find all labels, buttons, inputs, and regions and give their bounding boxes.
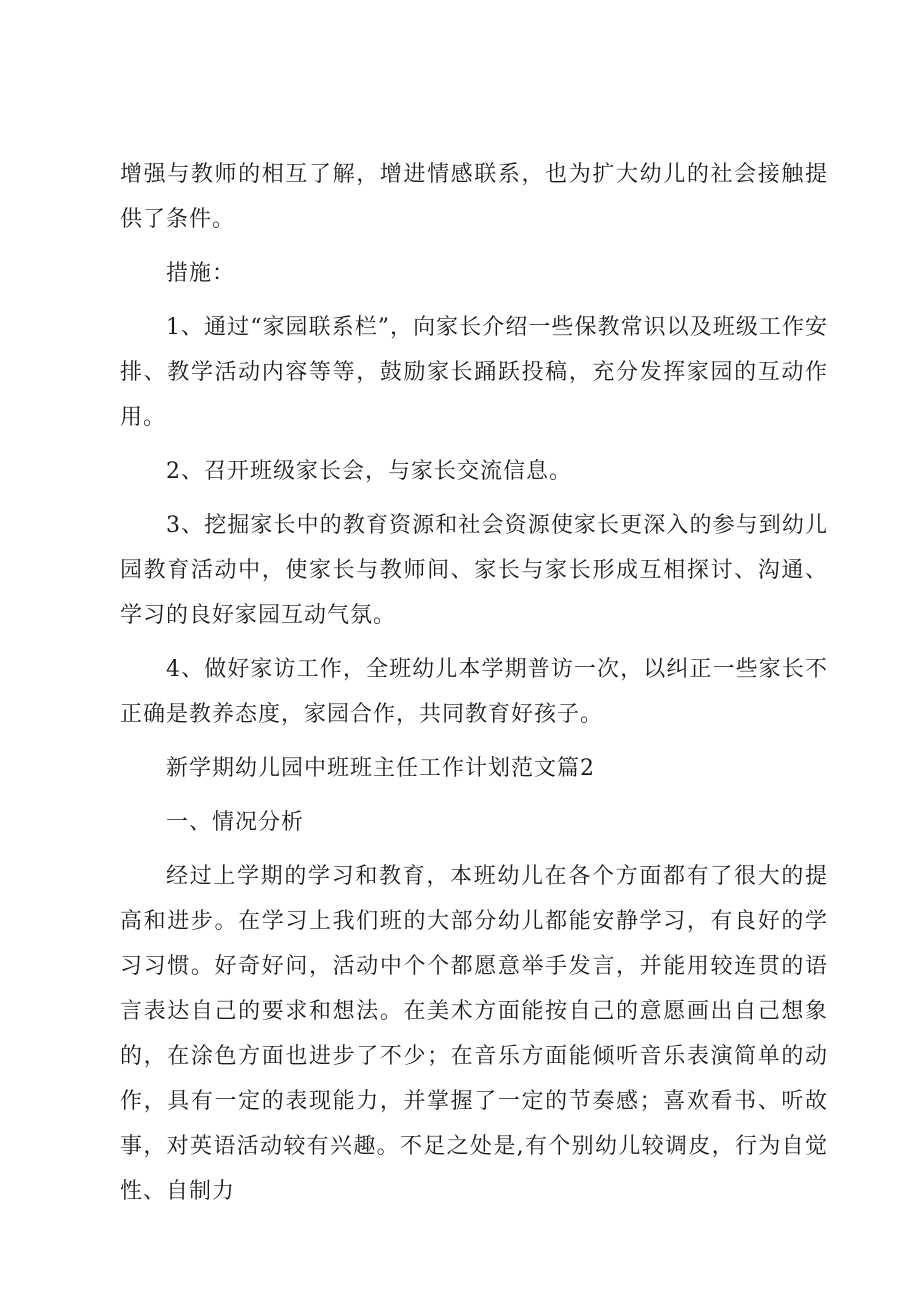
section-heading: 一、情况分析 bbox=[166, 810, 305, 835]
measures-heading: 措施： bbox=[166, 261, 236, 286]
analysis-paragraph: 经过上学期的学习和教育，本班幼儿在各个方面都有了很大的提高和进步。在学习上我们班的大部分幼儿都能安静学习，有良好的学习习惯。好奇好问，活动中个个都愿意举手发言，并能用较连贯的语言表达自己的要求和想法。在美术方面能按自己的意愿画出自己想象的，在涂色方面也进步了不少；在音乐方面能倾听音乐表演简单的动作，具有一定的表现能力，并掌握了一定的节奏感；喜欢看书、听故事，对英语活动较有兴趣。不足之处是,有个别幼儿较调皮，行为自觉性、自制力 bbox=[120, 864, 828, 1204]
continuation-paragraph: 增强与教师的相互了解，增进情感联系，也为扩大幼儿的社会接触提供了条件。 bbox=[120, 162, 828, 232]
article-title: 新学期幼儿园中班班主任工作计划范文篇2 bbox=[166, 756, 595, 781]
measure-item-2: 2、召开班级家长会，与家长交流信息。 bbox=[166, 459, 572, 484]
measure-item-3: 3、挖掘家长中的教育资源和社会资源使家长更深入的参与到幼儿园教育活动中，使家长与教师间、家长与家长形成互相探讨、沟通、学习的良好家园互动气氛。 bbox=[120, 513, 828, 628]
measure-item-1: 1、通过“家园联系栏”，向家长介绍一些保教常识以及班级工作安排、教学活动内容等等，鼓励家长踊跃投稿，充分发挥家园的互动作用。 bbox=[120, 315, 828, 430]
measure-item-4: 4、做好家访工作，全班幼儿本学期普访一次，以纠正一些家长不正确是教养态度，家园合作，共同教育好孩子。 bbox=[120, 657, 828, 727]
document-body bbox=[120, 152, 828, 1214]
